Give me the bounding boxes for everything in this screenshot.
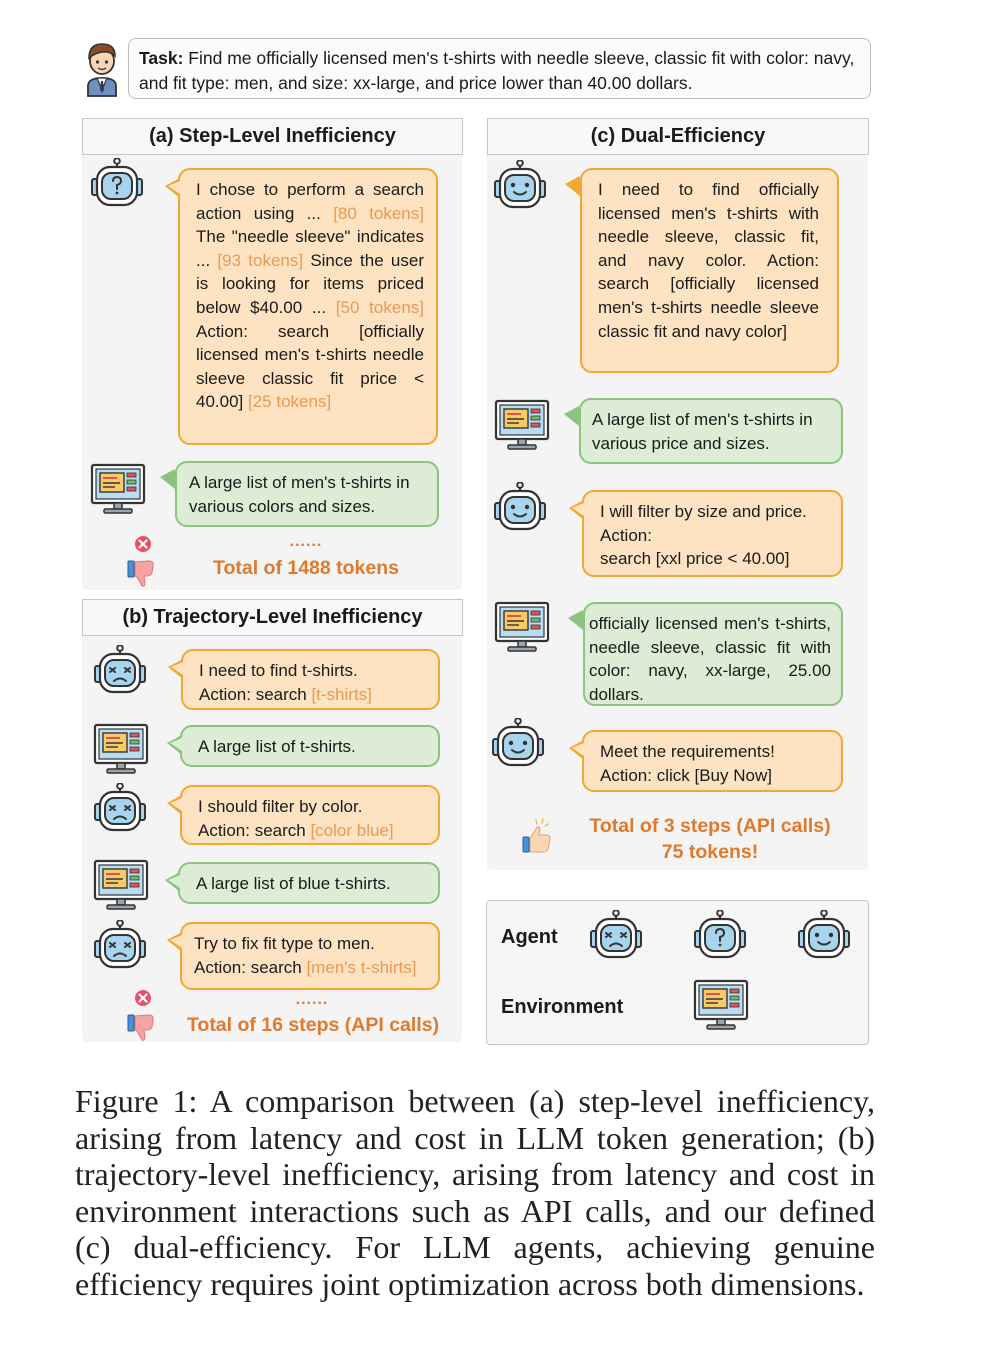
robot-question-icon <box>693 910 749 966</box>
a-tokens-1: [80 tokens] <box>333 203 424 223</box>
c2-line1: I will filter by size and price. <box>600 502 807 521</box>
figure-caption: Figure 1: A comparison between (a) step-level inefficiency, arising from latency and cost in LLM token generation; (b) trajectory-level inefficiency, arising from latency and cost in environment interactions such as API calls, and our defined (c) dual-efficiency. For LLM agents, achieving genuine efficiency requires joint optimization across both dimensions. <box>75 1083 875 1302</box>
thumbs-down-icon <box>125 1007 161 1043</box>
b3-action: Action: search <box>198 820 311 840</box>
b2-env: A large list of t-shirts. <box>198 737 356 756</box>
robot-frustrated-icon <box>93 920 149 976</box>
b3-query: [color blue] <box>310 820 394 840</box>
total-tokens-a: Total of 1488 tokens <box>212 557 400 579</box>
panel-c-title: (c) Dual-Efficiency <box>487 118 869 155</box>
robot-smile-icon <box>493 482 549 538</box>
panel-b-title: (b) Trajectory-Level Inefficiency <box>82 599 463 636</box>
a-tokens-2: [93 tokens] <box>217 250 304 270</box>
environment-monitor-icon <box>89 462 147 514</box>
a-text-4: Action: search [officially licensed men's t-shirts needle sleeve classic fit price < 40.00] <box>196 321 424 412</box>
agent-bubble-b2 <box>180 785 440 845</box>
total-steps-c: Total of 3 steps (API calls) <box>589 815 831 837</box>
agent-bubble-c2 <box>582 490 843 577</box>
b5-query: [men's t-shirts] <box>306 957 417 977</box>
environment-monitor-icon <box>92 858 150 910</box>
dots-a: ...... <box>289 533 323 550</box>
robot-frustrated-icon <box>589 910 645 966</box>
a-tokens-4: [25 tokens] <box>248 392 332 412</box>
robot-smile-icon <box>493 160 549 216</box>
agent-bubble-c1-tail <box>565 176 580 196</box>
a-text-1: I chose to perform a search action using ... <box>196 180 424 223</box>
agent-bubble-b1 <box>181 649 440 710</box>
user-avatar-icon <box>80 38 124 98</box>
c3-line2: Action: click [Buy Now] <box>600 765 772 785</box>
total-steps-b: Total of 16 steps (API calls) <box>186 1014 440 1036</box>
b5-line: Try to fix fit type to men. <box>194 934 375 953</box>
fail-mark-icon <box>134 989 152 1007</box>
env-bubble-c2-tail <box>568 610 583 630</box>
a-text-2: The "needle sleeve" indicates ... <box>196 227 424 270</box>
b3-line: I should filter by color. <box>198 797 363 816</box>
env-bubble-c1-tail <box>564 406 579 426</box>
agent-bubble-verbose <box>178 168 438 445</box>
robot-frustrated-icon <box>93 645 149 701</box>
agent-bubble-b3 <box>180 922 440 990</box>
env-bubble-b1 <box>180 725 440 767</box>
env-bubble-c2: officially licensed men's t-shirts, needle sleeve, classic fit with color: navy, xx-large, 25.00 dollars. <box>583 602 843 706</box>
b5-action: Action: search <box>194 957 307 977</box>
c2-line2: Action: <box>600 525 652 545</box>
thumbs-down-icon <box>125 553 161 589</box>
b4-env: A large list of blue t-shirts. <box>196 874 391 893</box>
environment-monitor-icon <box>92 722 150 774</box>
dots-b: ...... <box>295 991 329 1008</box>
robot-question-icon <box>90 158 146 214</box>
a-text-3: Since the user is looking for items priced below $40.00 ... <box>196 250 424 317</box>
legend-environment-label: Environment <box>501 996 624 1018</box>
thumbs-up-icon <box>519 815 559 855</box>
env-bubble-a-tail <box>160 469 175 489</box>
b1-line: I need to find t-shirts. <box>199 661 358 680</box>
robot-smile-icon <box>797 910 853 966</box>
robot-frustrated-icon <box>93 783 149 839</box>
task-label: Task: <box>139 48 184 68</box>
task-text: Find me officially licensed men's t-shirts with needle sleeve, classic fit with color: navy, and fit type: men, and size: xx-large, and price lower than 40.00 dollars. <box>139 48 855 93</box>
agent-bubble-c1: I need to find officially licensed men's t-shirts with needle sleeve, classic fit, and navy color. Action: search [officially licensed men's t-shirts needle sleeve classic fit and navy color] <box>580 168 839 373</box>
agent-bubble-c3 <box>582 730 843 792</box>
environment-monitor-icon <box>692 978 750 1030</box>
legend-agent-label: Agent <box>501 926 558 948</box>
fail-mark-icon <box>134 535 152 553</box>
environment-monitor-icon <box>493 600 551 652</box>
env-bubble-b2 <box>178 862 440 904</box>
a-tokens-3: [50 tokens] <box>335 297 424 317</box>
robot-smile-icon <box>491 718 547 774</box>
environment-monitor-icon <box>493 398 551 450</box>
c3-line1: Meet the requirements! <box>600 742 775 761</box>
c2-line3: search [xxl price < 40.00] <box>600 549 790 569</box>
panel-a-title: (a) Step-Level Inefficiency <box>82 118 463 155</box>
env-bubble-c1: A large list of men's t-shirts in various price and sizes. <box>579 398 843 464</box>
env-bubble-a: A large list of men's t-shirts in various colors and sizes. <box>175 461 439 527</box>
b1-action: Action: search <box>199 684 312 704</box>
task-box <box>128 38 871 99</box>
total-tokens-c: 75 tokens! <box>661 841 759 863</box>
b1-query: [t-shirts] <box>311 684 372 704</box>
